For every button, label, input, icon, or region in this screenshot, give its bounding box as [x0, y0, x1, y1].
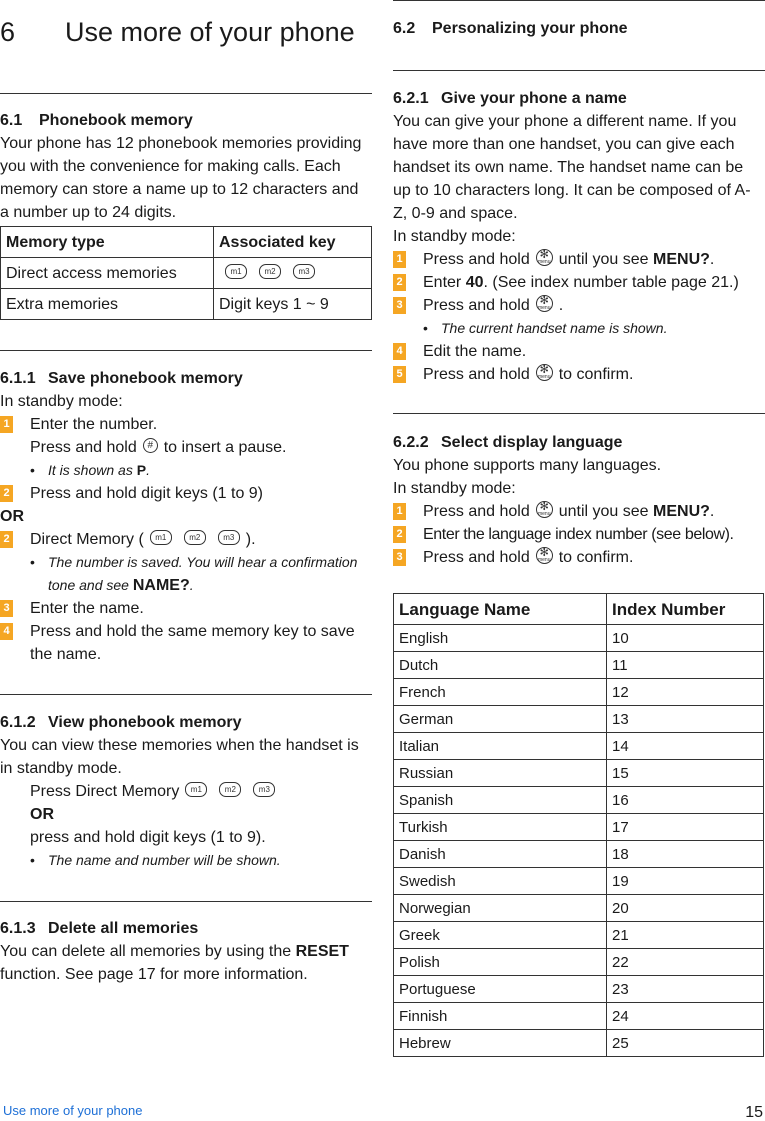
language-index: 21	[607, 922, 764, 949]
hash-key-icon: #	[143, 438, 158, 453]
menu-star-key-icon: ✻ menu	[536, 295, 553, 312]
section-6-1-body: Your phone has 12 phonebook memories providing you with the convenience for making calls. Each memory can store a name up to 12 characters and a number up to 24 digits.	[0, 135, 362, 221]
language-name: Polish	[394, 949, 607, 976]
language-index: 23	[607, 976, 764, 1003]
table-row	[394, 922, 764, 949]
language-name: Hebrew	[394, 1030, 607, 1057]
step-detail: press and hold digit keys (1 to 9).	[30, 829, 266, 846]
table-row	[394, 733, 764, 760]
standby-intro: In standby mode:	[393, 480, 516, 497]
table-row	[394, 841, 764, 868]
language-name: Norwegian	[394, 895, 607, 922]
language-index: 20	[607, 895, 764, 922]
section-6-1-heading: 6.1 Phonebook memory	[0, 112, 193, 129]
step-number-badge: 2	[393, 274, 406, 291]
table-row	[394, 895, 764, 922]
step-number-badge: 2	[0, 531, 13, 548]
step-number-badge: 4	[393, 343, 406, 360]
step: 3 Press and hold ✻ menu to confirm.	[393, 546, 765, 569]
step-number-badge: 3	[393, 297, 406, 314]
table-row: Direct access memories m1 m2 m3	[1, 258, 372, 289]
table-row	[394, 760, 764, 787]
language-index: 25	[607, 1030, 764, 1057]
language-name: Russian	[394, 760, 607, 787]
section-6-1-3-body: You can delete all memories by using the RESET function. See page 17 for more information.	[0, 943, 349, 983]
table-row	[394, 814, 764, 841]
table-row	[394, 1030, 764, 1057]
bullet-note: • The name and number will be shown.	[30, 852, 281, 868]
divider	[0, 350, 372, 351]
step-number-badge: 4	[0, 623, 13, 640]
section-6-2-1-body: You can give your phone a different name. If you have more than one handset, you can give each handset its own name. The handset name can be up to 10 characters long. It can be composed of A-Z, 0-9 and space.	[393, 113, 751, 222]
step-number-badge: 1	[0, 416, 13, 433]
step-number-badge: 1	[393, 503, 406, 520]
step: 2 Press and hold digit keys (1 to 9)	[0, 482, 372, 505]
step: 2 Enter 40. (See index number table page 21.)	[393, 271, 765, 294]
step-detail: Press and hold # to insert a pause.	[30, 439, 287, 456]
step-detail: Press Direct Memory m1 m2 m3	[30, 780, 281, 803]
divider	[0, 93, 372, 94]
language-name: Swedish	[394, 868, 607, 895]
memory-key-m2-icon: m2	[259, 264, 281, 279]
language-name: Dutch	[394, 652, 607, 679]
table-row	[394, 787, 764, 814]
step: 2 Direct Memory ( m1 m2 m3 ).	[0, 528, 372, 551]
memory-key-m1-icon: m1	[185, 782, 207, 797]
table-row	[394, 706, 764, 733]
language-index: 10	[607, 625, 764, 652]
language-name: English	[394, 625, 607, 652]
step: 3 Enter the name.	[0, 597, 372, 620]
language-index: 14	[607, 733, 764, 760]
language-name: Danish	[394, 841, 607, 868]
memory-key-m3-icon: m3	[253, 782, 275, 797]
or-label: OR	[0, 508, 24, 525]
memory-type-table	[0, 226, 372, 320]
language-name: Italian	[394, 733, 607, 760]
language-index: 19	[607, 868, 764, 895]
table-header: Associated key	[214, 227, 372, 258]
section-6-1-1-heading: 6.1.1 Save phonebook memory	[0, 370, 243, 387]
divider	[0, 694, 372, 695]
step-number-badge: 2	[0, 485, 13, 502]
or-label: OR	[30, 806, 54, 823]
language-index: 22	[607, 949, 764, 976]
divider	[393, 70, 765, 71]
step: 1 Enter the number.	[0, 413, 372, 436]
menu-star-key-icon: ✻ menu	[536, 364, 553, 381]
language-index: 24	[607, 1003, 764, 1030]
memory-key-m1-icon: m1	[150, 530, 172, 545]
bullet-note: • It is shown as P.	[30, 462, 150, 478]
language-index: 11	[607, 652, 764, 679]
table-row	[394, 625, 764, 652]
divider	[393, 0, 765, 1]
step: 5 Press and hold ✻ menu to confirm.	[393, 363, 765, 386]
table-row	[394, 949, 764, 976]
divider	[0, 901, 372, 902]
step: 4 Edit the name.	[393, 340, 765, 363]
step-number-badge: 2	[393, 526, 406, 543]
divider	[393, 413, 765, 414]
table-row	[394, 652, 764, 679]
page-number: 15	[745, 1104, 763, 1121]
language-index: 12	[607, 679, 764, 706]
standby-intro: In standby mode:	[0, 393, 123, 410]
language-name: German	[394, 706, 607, 733]
language-index: 18	[607, 841, 764, 868]
step: 3 Press and hold ✻ menu .	[393, 294, 765, 317]
table-header: Index Number	[607, 594, 764, 625]
table-row: Extra memories Digit keys 1 ~ 9	[1, 289, 372, 320]
table-header: Language Name	[394, 594, 607, 625]
footer-section-link[interactable]: Use more of your phone	[3, 1103, 143, 1118]
menu-star-key-icon: ✻ menu	[536, 501, 553, 518]
language-name: French	[394, 679, 607, 706]
memory-key-m3-icon: m3	[293, 264, 315, 279]
step-number-badge: 3	[393, 549, 406, 566]
language-name: Greek	[394, 922, 607, 949]
standby-intro: In standby mode:	[393, 228, 516, 245]
table-row	[394, 1003, 764, 1030]
step: 1 Press and hold ✻ menu until you see MENU?.	[393, 500, 765, 523]
table-row	[394, 679, 764, 706]
step: 1 Press and hold ✻ menu until you see MENU?.	[393, 248, 765, 271]
section-6-2-2-body: You phone supports many languages.	[393, 457, 662, 474]
language-name: Turkish	[394, 814, 607, 841]
section-6-2-heading: 6.2 Personalizing your phone	[393, 20, 628, 37]
memory-key-m3-icon: m3	[218, 530, 240, 545]
bullet-note: • The current handset name is shown.	[423, 320, 668, 336]
language-index: 16	[607, 787, 764, 814]
language-table	[393, 593, 764, 1057]
step-number-badge: 5	[393, 366, 406, 383]
chapter-title: 6 Use more of your phone	[0, 17, 355, 47]
menu-star-key-icon: ✻ menu	[536, 249, 553, 266]
step-number-badge: 1	[393, 251, 406, 268]
table-header: Memory type	[1, 227, 214, 258]
table-row	[394, 868, 764, 895]
step-number-badge: 3	[0, 600, 13, 617]
bullet-note: • The number is saved. You will hear a confirmation tone and see NAME?.	[30, 554, 358, 594]
language-name: Finnish	[394, 1003, 607, 1030]
section-6-1-3-heading: 6.1.3 Delete all memories	[0, 920, 199, 937]
language-name: Spanish	[394, 787, 607, 814]
language-index: 13	[607, 706, 764, 733]
section-6-1-2-body: You can view these memories when the handset is in standby mode.	[0, 737, 359, 777]
menu-star-key-icon: ✻ menu	[536, 547, 553, 564]
memory-key-m2-icon: m2	[219, 782, 241, 797]
memory-key-m1-icon: m1	[225, 264, 247, 279]
step: 4 Press and hold the same memory key to save the name.	[0, 620, 372, 666]
step: 2 Enter the language index number (see below).	[393, 523, 765, 546]
section-6-2-2-heading: 6.2.2 Select display language	[393, 434, 623, 451]
memory-key-m2-icon: m2	[184, 530, 206, 545]
language-index: 17	[607, 814, 764, 841]
language-index: 15	[607, 760, 764, 787]
section-6-2-1-heading: 6.2.1 Give your phone a name	[393, 90, 627, 107]
table-row	[394, 976, 764, 1003]
language-name: Portuguese	[394, 976, 607, 1003]
section-6-1-2-heading: 6.1.2 View phonebook memory	[0, 714, 242, 731]
